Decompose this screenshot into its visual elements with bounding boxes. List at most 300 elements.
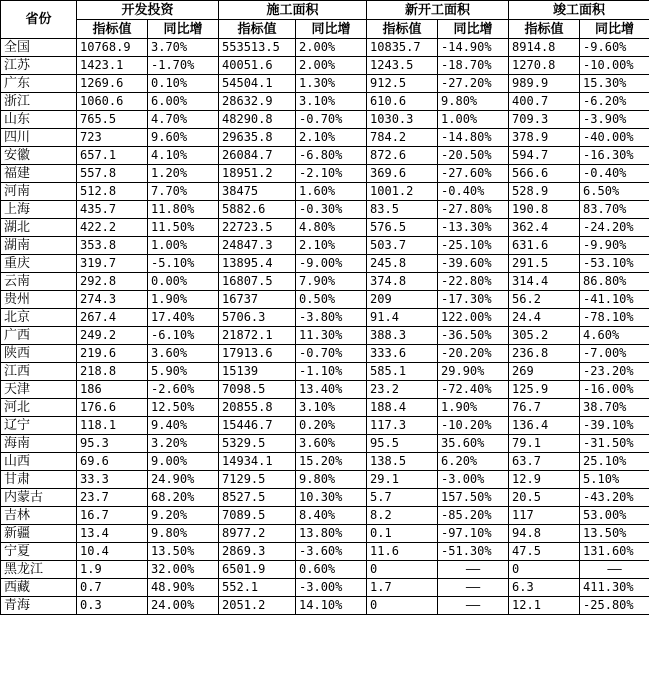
completed-value: 314.4: [509, 273, 580, 291]
new-start-yoy: -27.80%: [438, 201, 509, 219]
header-sub-yoy: 同比增: [296, 20, 367, 39]
investment-value: 249.2: [77, 327, 148, 345]
completed-value: 709.3: [509, 111, 580, 129]
new-start-yoy: 157.50%: [438, 489, 509, 507]
construction-yoy: 1.30%: [296, 75, 367, 93]
investment-value: 33.3: [77, 471, 148, 489]
investment-value: 16.7: [77, 507, 148, 525]
table-row: [1, 273, 649, 291]
province-cell: 甘肃: [1, 471, 77, 489]
completed-yoy: -9.60%: [580, 39, 649, 57]
investment-yoy: 12.50%: [148, 399, 219, 417]
table-row: [1, 111, 649, 129]
construction-value: 7089.5: [219, 507, 296, 525]
new-start-value: 369.6: [367, 165, 438, 183]
new-start-value: 1243.5: [367, 57, 438, 75]
new-start-yoy: -20.50%: [438, 147, 509, 165]
completed-yoy: 13.50%: [580, 525, 649, 543]
table-row: [1, 453, 649, 471]
province-cell: 浙江: [1, 93, 77, 111]
new-start-value: 333.6: [367, 345, 438, 363]
investment-yoy: 48.90%: [148, 579, 219, 597]
construction-value: 18951.2: [219, 165, 296, 183]
table-row: [1, 291, 649, 309]
table-row: [1, 201, 649, 219]
completed-yoy: 15.30%: [580, 75, 649, 93]
completed-yoy: ——: [580, 561, 649, 579]
completed-yoy: -0.40%: [580, 165, 649, 183]
table-row: [1, 381, 649, 399]
investment-value: 118.1: [77, 417, 148, 435]
completed-value: 594.7: [509, 147, 580, 165]
new-start-yoy: -25.10%: [438, 237, 509, 255]
completed-value: 631.6: [509, 237, 580, 255]
investment-value: 176.6: [77, 399, 148, 417]
province-cell: 广东: [1, 75, 77, 93]
new-start-value: 1.7: [367, 579, 438, 597]
investment-yoy: -6.10%: [148, 327, 219, 345]
completed-value: 0: [509, 561, 580, 579]
construction-value: 2869.3: [219, 543, 296, 561]
construction-value: 8977.2: [219, 525, 296, 543]
construction-yoy: 3.10%: [296, 93, 367, 111]
completed-yoy: -78.10%: [580, 309, 649, 327]
province-cell: 山西: [1, 453, 77, 471]
new-start-value: 5.7: [367, 489, 438, 507]
completed-yoy: -16.00%: [580, 381, 649, 399]
completed-value: 24.4: [509, 309, 580, 327]
investment-value: 219.6: [77, 345, 148, 363]
new-start-value: 912.5: [367, 75, 438, 93]
new-start-yoy: 1.90%: [438, 399, 509, 417]
investment-value: 10768.9: [77, 39, 148, 57]
investment-value: 0.3: [77, 597, 148, 615]
new-start-yoy: -17.30%: [438, 291, 509, 309]
investment-value: 765.5: [77, 111, 148, 129]
investment-yoy: 11.50%: [148, 219, 219, 237]
investment-yoy: 6.00%: [148, 93, 219, 111]
construction-value: 38475: [219, 183, 296, 201]
new-start-yoy: -51.30%: [438, 543, 509, 561]
completed-value: 6.3: [509, 579, 580, 597]
completed-value: 56.2: [509, 291, 580, 309]
construction-value: 29635.8: [219, 129, 296, 147]
construction-yoy: 14.10%: [296, 597, 367, 615]
new-start-value: 11.6: [367, 543, 438, 561]
investment-value: 512.8: [77, 183, 148, 201]
investment-value: 292.8: [77, 273, 148, 291]
new-start-yoy: -0.40%: [438, 183, 509, 201]
table-row: [1, 183, 649, 201]
header-group-new-start-area: 新开工面积: [367, 1, 509, 20]
header-row-sub: [1, 20, 649, 39]
construction-yoy: 0.60%: [296, 561, 367, 579]
header-group-construction-area: 施工面积: [219, 1, 367, 20]
completed-value: 566.6: [509, 165, 580, 183]
investment-yoy: 4.10%: [148, 147, 219, 165]
header-province: 省份: [1, 1, 77, 39]
investment-yoy: 7.70%: [148, 183, 219, 201]
completed-yoy: 86.80%: [580, 273, 649, 291]
construction-yoy: 2.10%: [296, 129, 367, 147]
completed-value: 400.7: [509, 93, 580, 111]
new-start-value: 138.5: [367, 453, 438, 471]
completed-value: 528.9: [509, 183, 580, 201]
province-cell: 宁夏: [1, 543, 77, 561]
header-group-completed-area: 竣工面积: [509, 1, 649, 20]
completed-yoy: 38.70%: [580, 399, 649, 417]
completed-yoy: -9.90%: [580, 237, 649, 255]
province-cell: 西藏: [1, 579, 77, 597]
construction-yoy: -9.00%: [296, 255, 367, 273]
construction-value: 16807.5: [219, 273, 296, 291]
investment-yoy: 24.00%: [148, 597, 219, 615]
header-group-investment: 开发投资: [77, 1, 219, 20]
new-start-yoy: -85.20%: [438, 507, 509, 525]
new-start-value: 0.1: [367, 525, 438, 543]
construction-value: 553513.5: [219, 39, 296, 57]
new-start-value: 209: [367, 291, 438, 309]
investment-yoy: 9.40%: [148, 417, 219, 435]
completed-yoy: 25.10%: [580, 453, 649, 471]
investment-yoy: 9.20%: [148, 507, 219, 525]
new-start-value: 585.1: [367, 363, 438, 381]
new-start-value: 0: [367, 597, 438, 615]
construction-value: 16737: [219, 291, 296, 309]
construction-yoy: 7.90%: [296, 273, 367, 291]
province-cell: 河南: [1, 183, 77, 201]
completed-value: 362.4: [509, 219, 580, 237]
construction-value: 15139: [219, 363, 296, 381]
construction-value: 26084.7: [219, 147, 296, 165]
new-start-value: 23.2: [367, 381, 438, 399]
header-sub-value: 指标值: [509, 20, 580, 39]
completed-value: 63.7: [509, 453, 580, 471]
province-cell: 新疆: [1, 525, 77, 543]
construction-yoy: 13.80%: [296, 525, 367, 543]
investment-value: 1423.1: [77, 57, 148, 75]
new-start-yoy: -10.20%: [438, 417, 509, 435]
investment-value: 422.2: [77, 219, 148, 237]
construction-value: 15446.7: [219, 417, 296, 435]
completed-value: 136.4: [509, 417, 580, 435]
table-row: [1, 237, 649, 255]
completed-value: 269: [509, 363, 580, 381]
investment-yoy: 11.80%: [148, 201, 219, 219]
investment-value: 23.7: [77, 489, 148, 507]
completed-value: 8914.8: [509, 39, 580, 57]
completed-yoy: -6.20%: [580, 93, 649, 111]
new-start-value: 29.1: [367, 471, 438, 489]
investment-yoy: 3.70%: [148, 39, 219, 57]
construction-yoy: 0.50%: [296, 291, 367, 309]
completed-value: 76.7: [509, 399, 580, 417]
table-row: [1, 93, 649, 111]
construction-yoy: 0.20%: [296, 417, 367, 435]
construction-value: 13895.4: [219, 255, 296, 273]
construction-yoy: 3.10%: [296, 399, 367, 417]
new-start-yoy: -14.90%: [438, 39, 509, 57]
new-start-yoy: -97.10%: [438, 525, 509, 543]
province-cell: 福建: [1, 165, 77, 183]
investment-yoy: 9.60%: [148, 129, 219, 147]
new-start-value: 872.6: [367, 147, 438, 165]
investment-yoy: 68.20%: [148, 489, 219, 507]
new-start-value: 91.4: [367, 309, 438, 327]
construction-yoy: 2.10%: [296, 237, 367, 255]
construction-yoy: 4.80%: [296, 219, 367, 237]
completed-value: 989.9: [509, 75, 580, 93]
investment-yoy: 4.70%: [148, 111, 219, 129]
construction-value: 48290.8: [219, 111, 296, 129]
investment-yoy: 0.10%: [148, 75, 219, 93]
province-cell: 湖北: [1, 219, 77, 237]
investment-yoy: 5.90%: [148, 363, 219, 381]
province-cell: 山东: [1, 111, 77, 129]
construction-yoy: -0.30%: [296, 201, 367, 219]
completed-value: 20.5: [509, 489, 580, 507]
construction-value: 28632.9: [219, 93, 296, 111]
new-start-yoy: 122.00%: [438, 309, 509, 327]
construction-yoy: -6.80%: [296, 147, 367, 165]
completed-value: 47.5: [509, 543, 580, 561]
new-start-yoy: 9.80%: [438, 93, 509, 111]
investment-yoy: 0.00%: [148, 273, 219, 291]
construction-yoy: 13.40%: [296, 381, 367, 399]
completed-value: 236.8: [509, 345, 580, 363]
completed-yoy: -31.50%: [580, 435, 649, 453]
construction-yoy: -0.70%: [296, 345, 367, 363]
construction-yoy: 15.20%: [296, 453, 367, 471]
construction-value: 40051.6: [219, 57, 296, 75]
construction-value: 5882.6: [219, 201, 296, 219]
completed-value: 291.5: [509, 255, 580, 273]
completed-yoy: -25.80%: [580, 597, 649, 615]
construction-yoy: 8.40%: [296, 507, 367, 525]
investment-value: 274.3: [77, 291, 148, 309]
investment-yoy: 9.00%: [148, 453, 219, 471]
completed-value: 117: [509, 507, 580, 525]
construction-value: 6501.9: [219, 561, 296, 579]
new-start-yoy: -3.00%: [438, 471, 509, 489]
new-start-yoy: 35.60%: [438, 435, 509, 453]
table-row: [1, 75, 649, 93]
table-body: [1, 39, 649, 615]
completed-value: 378.9: [509, 129, 580, 147]
construction-yoy: -3.00%: [296, 579, 367, 597]
construction-yoy: -2.10%: [296, 165, 367, 183]
new-start-yoy: 29.90%: [438, 363, 509, 381]
table-row: [1, 363, 649, 381]
completed-value: 12.9: [509, 471, 580, 489]
table-row: [1, 597, 649, 615]
province-cell: 内蒙古: [1, 489, 77, 507]
province-cell: 安徽: [1, 147, 77, 165]
province-cell: 黑龙江: [1, 561, 77, 579]
new-start-yoy: -22.80%: [438, 273, 509, 291]
construction-yoy: -3.80%: [296, 309, 367, 327]
table-row: [1, 309, 649, 327]
new-start-yoy: 1.00%: [438, 111, 509, 129]
construction-value: 5329.5: [219, 435, 296, 453]
table-row: [1, 489, 649, 507]
investment-value: 0.7: [77, 579, 148, 597]
province-cell: 湖南: [1, 237, 77, 255]
investment-yoy: 3.20%: [148, 435, 219, 453]
new-start-yoy: ——: [438, 579, 509, 597]
investment-yoy: -1.70%: [148, 57, 219, 75]
header-sub-value: 指标值: [367, 20, 438, 39]
completed-value: 125.9: [509, 381, 580, 399]
construction-yoy: 9.80%: [296, 471, 367, 489]
table-row: [1, 507, 649, 525]
new-start-yoy: -27.20%: [438, 75, 509, 93]
investment-yoy: 17.40%: [148, 309, 219, 327]
province-cell: 青海: [1, 597, 77, 615]
new-start-value: 0: [367, 561, 438, 579]
investment-yoy: -2.60%: [148, 381, 219, 399]
investment-value: 13.4: [77, 525, 148, 543]
construction-yoy: 3.60%: [296, 435, 367, 453]
investment-value: 10.4: [77, 543, 148, 561]
investment-value: 435.7: [77, 201, 148, 219]
new-start-value: 374.8: [367, 273, 438, 291]
investment-yoy: 9.80%: [148, 525, 219, 543]
province-cell: 江西: [1, 363, 77, 381]
header-row-groups: [1, 1, 649, 20]
new-start-yoy: -14.80%: [438, 129, 509, 147]
construction-value: 5706.3: [219, 309, 296, 327]
province-cell: 上海: [1, 201, 77, 219]
completed-yoy: 131.60%: [580, 543, 649, 561]
completed-value: 305.2: [509, 327, 580, 345]
investment-yoy: 1.90%: [148, 291, 219, 309]
construction-value: 54504.1: [219, 75, 296, 93]
table-row: [1, 471, 649, 489]
completed-value: 94.8: [509, 525, 580, 543]
investment-value: 319.7: [77, 255, 148, 273]
header-sub-value: 指标值: [219, 20, 296, 39]
completed-yoy: -43.20%: [580, 489, 649, 507]
completed-yoy: 6.50%: [580, 183, 649, 201]
construction-yoy: 2.00%: [296, 57, 367, 75]
province-cell: 江苏: [1, 57, 77, 75]
new-start-yoy: -27.60%: [438, 165, 509, 183]
province-cell: 海南: [1, 435, 77, 453]
new-start-yoy: -39.60%: [438, 255, 509, 273]
new-start-value: 245.8: [367, 255, 438, 273]
completed-yoy: -41.10%: [580, 291, 649, 309]
table-row: [1, 147, 649, 165]
investment-value: 1060.6: [77, 93, 148, 111]
completed-yoy: -53.10%: [580, 255, 649, 273]
construction-value: 7098.5: [219, 381, 296, 399]
table-row: [1, 579, 649, 597]
new-start-value: 784.2: [367, 129, 438, 147]
completed-value: 12.1: [509, 597, 580, 615]
new-start-value: 576.5: [367, 219, 438, 237]
new-start-yoy: -20.20%: [438, 345, 509, 363]
new-start-yoy: 6.20%: [438, 453, 509, 471]
province-cell: 重庆: [1, 255, 77, 273]
investment-value: 557.8: [77, 165, 148, 183]
province-cell: 云南: [1, 273, 77, 291]
investment-yoy: 3.60%: [148, 345, 219, 363]
province-cell: 陕西: [1, 345, 77, 363]
table-row: [1, 129, 649, 147]
new-start-yoy: -36.50%: [438, 327, 509, 345]
investment-value: 657.1: [77, 147, 148, 165]
new-start-yoy: -18.70%: [438, 57, 509, 75]
completed-yoy: -24.20%: [580, 219, 649, 237]
construction-yoy: 1.60%: [296, 183, 367, 201]
completed-yoy: -39.10%: [580, 417, 649, 435]
header-sub-yoy: 同比增: [148, 20, 219, 39]
investment-value: 95.3: [77, 435, 148, 453]
construction-value: 8527.5: [219, 489, 296, 507]
header-sub-yoy: 同比增: [438, 20, 509, 39]
table-row: [1, 219, 649, 237]
table-row: [1, 525, 649, 543]
new-start-value: 83.5: [367, 201, 438, 219]
new-start-value: 8.2: [367, 507, 438, 525]
completed-yoy: -7.00%: [580, 345, 649, 363]
construction-value: 21872.1: [219, 327, 296, 345]
investment-yoy: 32.00%: [148, 561, 219, 579]
header-sub-yoy: 同比增: [580, 20, 649, 39]
new-start-value: 188.4: [367, 399, 438, 417]
investment-yoy: 13.50%: [148, 543, 219, 561]
new-start-value: 610.6: [367, 93, 438, 111]
completed-yoy: -16.30%: [580, 147, 649, 165]
investment-yoy: -5.10%: [148, 255, 219, 273]
construction-value: 20855.8: [219, 399, 296, 417]
province-cell: 广西: [1, 327, 77, 345]
province-cell: 天津: [1, 381, 77, 399]
new-start-value: 95.5: [367, 435, 438, 453]
investment-value: 186: [77, 381, 148, 399]
investment-value: 1.9: [77, 561, 148, 579]
construction-yoy: 10.30%: [296, 489, 367, 507]
table-row: [1, 57, 649, 75]
completed-yoy: 5.10%: [580, 471, 649, 489]
completed-value: 1270.8: [509, 57, 580, 75]
table-row: [1, 399, 649, 417]
investment-value: 353.8: [77, 237, 148, 255]
new-start-yoy: -13.30%: [438, 219, 509, 237]
investment-yoy: 1.20%: [148, 165, 219, 183]
table-row: [1, 255, 649, 273]
investment-value: 723: [77, 129, 148, 147]
province-cell: 四川: [1, 129, 77, 147]
investment-value: 69.6: [77, 453, 148, 471]
table-row: [1, 327, 649, 345]
construction-value: 2051.2: [219, 597, 296, 615]
new-start-value: 1030.3: [367, 111, 438, 129]
header-sub-value: 指标值: [77, 20, 148, 39]
completed-yoy: -40.00%: [580, 129, 649, 147]
investment-value: 1269.6: [77, 75, 148, 93]
completed-value: 79.1: [509, 435, 580, 453]
investment-yoy: 24.90%: [148, 471, 219, 489]
province-cell: 贵州: [1, 291, 77, 309]
investment-value: 218.8: [77, 363, 148, 381]
completed-yoy: 83.70%: [580, 201, 649, 219]
construction-yoy: -1.10%: [296, 363, 367, 381]
table-row: [1, 417, 649, 435]
new-start-value: 10835.7: [367, 39, 438, 57]
completed-yoy: -23.20%: [580, 363, 649, 381]
